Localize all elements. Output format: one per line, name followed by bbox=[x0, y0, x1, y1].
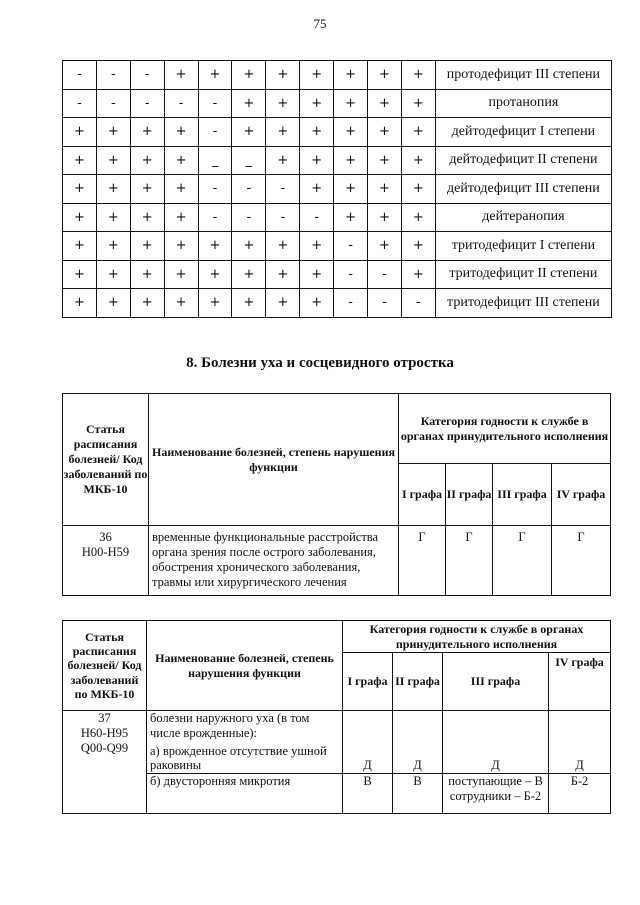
icd-code: H60-H95 bbox=[80, 725, 129, 740]
test-result-cell: + bbox=[96, 260, 130, 289]
test-result-cell: + bbox=[368, 175, 402, 204]
test-result-cell: + bbox=[401, 146, 435, 175]
header-grafa-3: III графа bbox=[443, 653, 549, 711]
test-result-cell: + bbox=[232, 118, 266, 147]
test-result-cell: + bbox=[368, 232, 402, 261]
header-grafa-2: II графа bbox=[393, 653, 443, 711]
test-result-cell: + bbox=[334, 89, 368, 118]
test-result-cell: + bbox=[368, 146, 402, 175]
test-result-cell: - bbox=[130, 61, 164, 90]
test-result-cell: + bbox=[368, 89, 402, 118]
category-value: Д bbox=[393, 711, 443, 774]
test-result-cell: + bbox=[232, 289, 266, 318]
deficiency-label: дейтеранопия bbox=[435, 203, 611, 232]
test-result-cell: + bbox=[300, 289, 334, 318]
page-number: 75 bbox=[313, 16, 327, 31]
deficiency-label: протанопия bbox=[435, 89, 611, 118]
header-grafa-2: II графа bbox=[446, 464, 493, 526]
test-result-cell: + bbox=[334, 175, 368, 204]
disease-name: временные функциональные расстройства органа зрения после острого заболевания, обострения хронического заболевания, травмы или хирургического лечения bbox=[149, 526, 399, 596]
test-result-cell: + bbox=[96, 175, 130, 204]
header-category: Категория годности к службе в органах принудительного исполнения bbox=[343, 621, 611, 653]
table-row bbox=[63, 232, 612, 261]
disease-name: а) врожденное отсутствие ушной раковины bbox=[150, 743, 327, 773]
test-result-cell: + bbox=[401, 232, 435, 261]
test-result-cell: + bbox=[266, 260, 300, 289]
test-result-cell: + bbox=[334, 61, 368, 90]
test-result-cell: - bbox=[368, 289, 402, 318]
test-result-cell: + bbox=[130, 232, 164, 261]
table-row bbox=[63, 89, 612, 118]
table-row bbox=[63, 203, 612, 232]
header-disease-name: Наименование болезней, степень нарушения функции bbox=[149, 394, 399, 526]
test-result-cell: + bbox=[63, 175, 97, 204]
test-result-cell: - bbox=[63, 61, 97, 90]
category-value: Г bbox=[446, 526, 493, 596]
test-result-cell: + bbox=[63, 118, 97, 147]
test-result-cell: + bbox=[164, 175, 198, 204]
test-result-cell: + bbox=[130, 146, 164, 175]
test-result-cell: + bbox=[266, 146, 300, 175]
test-result-cell: + bbox=[96, 146, 130, 175]
test-result-cell: - bbox=[232, 175, 266, 204]
category-value: Г bbox=[552, 526, 611, 596]
test-result-cell: - bbox=[198, 203, 232, 232]
deficiency-label: тритодефицит III степени bbox=[435, 289, 611, 318]
test-result-cell: + bbox=[401, 118, 435, 147]
test-result-cell: - bbox=[266, 175, 300, 204]
deficiency-label: дейтодефицит I степени bbox=[435, 118, 611, 147]
test-result-cell: - bbox=[334, 232, 368, 261]
header-disease-name: Наименование болезней, степень нарушения функции bbox=[147, 621, 343, 711]
test-result-cell: + bbox=[164, 118, 198, 147]
category-value: Б-2 bbox=[549, 774, 611, 814]
test-result-cell: + bbox=[63, 203, 97, 232]
article-cell bbox=[63, 526, 149, 596]
test-result-cell: + bbox=[401, 260, 435, 289]
test-result-cell: + bbox=[232, 61, 266, 90]
test-result-cell: _ bbox=[232, 146, 266, 175]
test-result-cell: + bbox=[198, 232, 232, 261]
disease-name: б) двусторонняя микротия bbox=[147, 774, 343, 814]
test-result-cell: - bbox=[334, 260, 368, 289]
color-vision-table bbox=[62, 60, 612, 318]
category-value: Д bbox=[549, 711, 611, 774]
test-result-cell: + bbox=[401, 89, 435, 118]
header-grafa-3: III графа bbox=[493, 464, 552, 526]
category-value: поступающие – В сотрудники – Б-2 bbox=[443, 774, 549, 814]
test-result-cell: + bbox=[368, 203, 402, 232]
table-row bbox=[63, 260, 612, 289]
test-result-cell: + bbox=[232, 260, 266, 289]
test-result-cell: + bbox=[164, 260, 198, 289]
test-result-cell: + bbox=[368, 61, 402, 90]
test-result-cell: + bbox=[300, 175, 334, 204]
test-result-cell: + bbox=[334, 146, 368, 175]
article-number: 37 bbox=[98, 711, 111, 725]
test-result-cell: - bbox=[368, 260, 402, 289]
test-result-cell: - bbox=[300, 203, 334, 232]
deficiency-label: тритодефицит I степени bbox=[435, 232, 611, 261]
test-result-cell: + bbox=[300, 146, 334, 175]
test-result-cell: + bbox=[266, 118, 300, 147]
ear-diseases-table-1 bbox=[62, 393, 611, 596]
disease-name-cell bbox=[147, 711, 343, 774]
disease-intro: болезни наружного уха (в том числе врожденные): bbox=[150, 711, 310, 740]
category-value: Г bbox=[399, 526, 446, 596]
header-grafa-1: I графа bbox=[343, 653, 393, 711]
test-result-cell: - bbox=[130, 89, 164, 118]
test-result-cell: - bbox=[198, 89, 232, 118]
table-row bbox=[63, 118, 612, 147]
test-result-cell: + bbox=[266, 89, 300, 118]
test-result-cell: + bbox=[401, 61, 435, 90]
test-result-cell: + bbox=[266, 289, 300, 318]
section-title: 8. Болезни уха и сосцевидного отростка bbox=[186, 355, 454, 371]
table-row bbox=[63, 711, 611, 774]
test-result-cell: + bbox=[96, 203, 130, 232]
category-value: В bbox=[393, 774, 443, 814]
test-result-cell: + bbox=[96, 118, 130, 147]
test-result-cell: - bbox=[266, 203, 300, 232]
header-article: Статья расписания болезней/ Код заболеваний по МКБ-10 bbox=[63, 621, 147, 711]
ear-diseases-table-2 bbox=[62, 620, 611, 814]
category-value: В bbox=[343, 774, 393, 814]
test-result-cell: - bbox=[198, 118, 232, 147]
header-grafa-4: IV графа bbox=[552, 464, 611, 526]
test-result-cell: + bbox=[130, 175, 164, 204]
test-result-cell: + bbox=[164, 289, 198, 318]
table-row bbox=[63, 175, 612, 204]
test-result-cell: + bbox=[164, 203, 198, 232]
test-result-cell: + bbox=[130, 289, 164, 318]
test-result-cell: + bbox=[266, 232, 300, 261]
test-result-cell: + bbox=[198, 61, 232, 90]
icd-code: H00-H59 bbox=[81, 545, 130, 559]
test-result-cell: - bbox=[198, 175, 232, 204]
category-value: Д bbox=[443, 711, 549, 774]
test-result-cell: + bbox=[164, 146, 198, 175]
deficiency-label: дейтодефицит II степени bbox=[435, 146, 611, 175]
test-result-cell: + bbox=[130, 118, 164, 147]
test-result-cell: - bbox=[232, 203, 266, 232]
test-result-cell: + bbox=[232, 89, 266, 118]
test-result-cell: + bbox=[300, 89, 334, 118]
test-result-cell: + bbox=[198, 260, 232, 289]
test-result-cell: - bbox=[96, 61, 130, 90]
test-result-cell: + bbox=[164, 232, 198, 261]
test-result-cell: + bbox=[401, 175, 435, 204]
header-grafa-1: I графа bbox=[399, 464, 446, 526]
table-row bbox=[63, 61, 612, 90]
category-value: Д bbox=[343, 711, 393, 774]
test-result-cell: + bbox=[63, 232, 97, 261]
header-article: Статья расписания болезней/ Код заболеваний по МКБ-10 bbox=[63, 394, 149, 526]
test-result-cell: _ bbox=[198, 146, 232, 175]
header-grafa-4: IV графа bbox=[549, 653, 611, 711]
table-row bbox=[63, 289, 612, 318]
test-result-cell: + bbox=[63, 146, 97, 175]
test-result-cell: + bbox=[96, 232, 130, 261]
test-result-cell: + bbox=[130, 203, 164, 232]
test-result-cell: + bbox=[334, 118, 368, 147]
test-result-cell: - bbox=[334, 289, 368, 318]
table-row bbox=[63, 146, 612, 175]
deficiency-label: тритодефицит II степени bbox=[435, 260, 611, 289]
test-result-cell: + bbox=[401, 203, 435, 232]
test-result-cell: + bbox=[198, 289, 232, 318]
test-result-cell: - bbox=[96, 89, 130, 118]
test-result-cell: + bbox=[300, 232, 334, 261]
test-result-cell: + bbox=[266, 61, 300, 90]
table-row bbox=[63, 526, 611, 596]
test-result-cell: + bbox=[300, 260, 334, 289]
test-result-cell: + bbox=[63, 260, 97, 289]
test-result-cell: + bbox=[232, 232, 266, 261]
test-result-cell: - bbox=[401, 289, 435, 318]
test-result-cell: - bbox=[63, 89, 97, 118]
test-result-cell: + bbox=[334, 203, 368, 232]
article-number: 36 bbox=[99, 530, 112, 544]
test-result-cell: - bbox=[164, 89, 198, 118]
icd-code: Q00-Q99 bbox=[80, 740, 129, 755]
test-result-cell: + bbox=[130, 260, 164, 289]
header-category: Категория годности к службе в органах принудительного исполнения bbox=[399, 394, 611, 464]
test-result-cell: + bbox=[368, 118, 402, 147]
test-result-cell: + bbox=[164, 61, 198, 90]
deficiency-label: протодефицит III степени bbox=[435, 61, 611, 90]
deficiency-label: дейтодефицит III степени bbox=[435, 175, 611, 204]
test-result-cell: + bbox=[63, 289, 97, 318]
test-result-cell: + bbox=[300, 61, 334, 90]
category-value: Г bbox=[493, 526, 552, 596]
test-result-cell: + bbox=[300, 118, 334, 147]
test-result-cell: + bbox=[96, 289, 130, 318]
article-cell bbox=[63, 711, 147, 814]
